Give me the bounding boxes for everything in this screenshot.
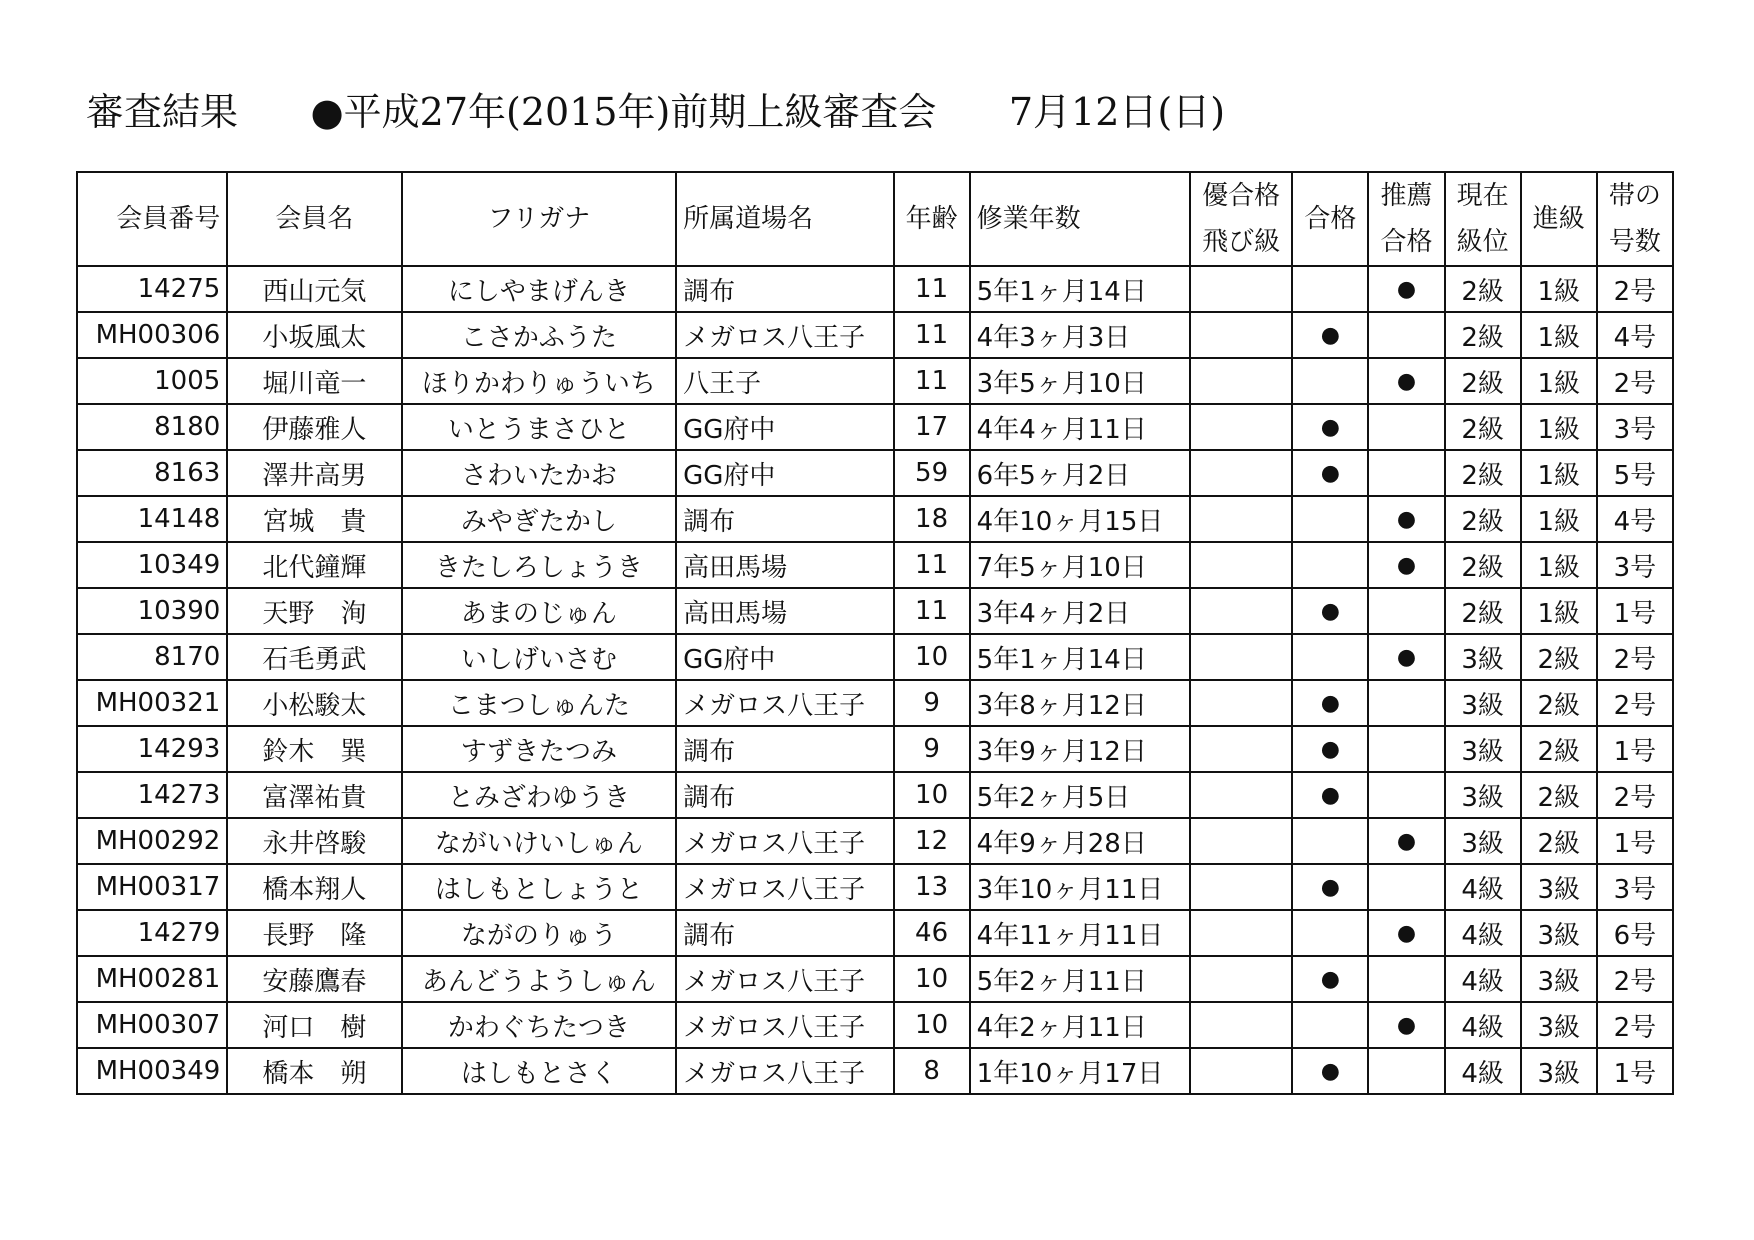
cell-current: 3級 <box>1445 680 1521 726</box>
cell-member-no: MH00306 <box>77 312 227 358</box>
cell-current: 2級 <box>1445 496 1521 542</box>
cell-years: 5年1ヶ月14日 <box>970 634 1190 680</box>
cell-skip <box>1190 818 1292 864</box>
cell-skip <box>1190 404 1292 450</box>
cell-age: 10 <box>894 772 970 818</box>
header-age: 年齢 <box>894 172 970 266</box>
table-row <box>77 312 1673 358</box>
header-rec-line2: 合格 <box>1380 227 1433 257</box>
cell-furigana: いとうまさひと <box>402 404 677 450</box>
cell-name: 長野 隆 <box>227 910 401 956</box>
cell-promote: 2級 <box>1521 634 1597 680</box>
cell-pass: ● <box>1292 404 1368 450</box>
cell-current: 2級 <box>1445 542 1521 588</box>
cell-current: 4級 <box>1445 1048 1521 1094</box>
table-row <box>77 588 1673 634</box>
cell-furigana: はしもとさく <box>402 1048 677 1094</box>
cell-member-no: MH00292 <box>77 818 227 864</box>
cell-member-no: 10349 <box>77 542 227 588</box>
table-row <box>77 726 1673 772</box>
cell-promote: 3級 <box>1521 910 1597 956</box>
table-row <box>77 818 1673 864</box>
cell-years: 4年11ヶ月11日 <box>970 910 1190 956</box>
cell-dojo: 調布 <box>676 726 893 772</box>
cell-promote: 2級 <box>1521 818 1597 864</box>
cell-promote: 1級 <box>1521 588 1597 634</box>
cell-belt: 4号 <box>1597 312 1673 358</box>
cell-promote: 1級 <box>1521 358 1597 404</box>
cell-age: 13 <box>894 864 970 910</box>
cell-promote: 1級 <box>1521 450 1597 496</box>
cell-skip <box>1190 726 1292 772</box>
cell-rec <box>1368 312 1444 358</box>
cell-rec: ● <box>1368 634 1444 680</box>
cell-dojo: 調布 <box>676 266 893 312</box>
cell-furigana: はしもとしょうと <box>402 864 677 910</box>
table-row <box>77 1048 1673 1094</box>
cell-name: 西山元気 <box>227 266 401 312</box>
table-row <box>77 864 1673 910</box>
cell-age: 10 <box>894 1002 970 1048</box>
cell-current: 3級 <box>1445 818 1521 864</box>
cell-belt: 2号 <box>1597 634 1673 680</box>
cell-age: 11 <box>894 312 970 358</box>
cell-years: 4年2ヶ月11日 <box>970 1002 1190 1048</box>
cell-years: 5年2ヶ月11日 <box>970 956 1190 1002</box>
cell-rec: ● <box>1368 1002 1444 1048</box>
cell-rec <box>1368 772 1444 818</box>
header-skip <box>1190 172 1292 266</box>
cell-pass: ● <box>1292 864 1368 910</box>
cell-member-no: 14148 <box>77 496 227 542</box>
cell-name: 伊藤雅人 <box>227 404 401 450</box>
cell-pass <box>1292 910 1368 956</box>
table-row <box>77 772 1673 818</box>
cell-years: 4年9ヶ月28日 <box>970 818 1190 864</box>
cell-pass: ● <box>1292 680 1368 726</box>
table-row <box>77 450 1673 496</box>
cell-current: 3級 <box>1445 634 1521 680</box>
cell-dojo: メガロス八王子 <box>676 1002 893 1048</box>
cell-furigana: こまつしゅんた <box>402 680 677 726</box>
cell-member-no: 1005 <box>77 358 227 404</box>
table-row <box>77 634 1673 680</box>
cell-skip <box>1190 312 1292 358</box>
cell-skip <box>1190 1002 1292 1048</box>
cell-name: 小松駿太 <box>227 680 401 726</box>
cell-rec: ● <box>1368 542 1444 588</box>
cell-age: 11 <box>894 266 970 312</box>
cell-name: 富澤祐貴 <box>227 772 401 818</box>
cell-years: 4年3ヶ月3日 <box>970 312 1190 358</box>
cell-skip <box>1190 266 1292 312</box>
cell-member-no: MH00307 <box>77 1002 227 1048</box>
cell-promote: 3級 <box>1521 1002 1597 1048</box>
header-name: 会員名 <box>227 172 401 266</box>
cell-dojo: 調布 <box>676 910 893 956</box>
cell-furigana: とみざわゆうき <box>402 772 677 818</box>
cell-furigana: きたしろしょうき <box>402 542 677 588</box>
cell-skip <box>1190 864 1292 910</box>
cell-belt: 2号 <box>1597 956 1673 1002</box>
header-belt <box>1597 172 1673 266</box>
cell-pass <box>1292 818 1368 864</box>
cell-belt: 6号 <box>1597 910 1673 956</box>
cell-age: 59 <box>894 450 970 496</box>
cell-belt: 3号 <box>1597 404 1673 450</box>
cell-rec <box>1368 726 1444 772</box>
cell-pass <box>1292 542 1368 588</box>
cell-years: 6年5ヶ月2日 <box>970 450 1190 496</box>
cell-age: 11 <box>894 542 970 588</box>
cell-current: 2級 <box>1445 358 1521 404</box>
cell-member-no: 8180 <box>77 404 227 450</box>
header-member-no: 会員番号 <box>77 172 227 266</box>
header-promote: 進級 <box>1521 172 1597 266</box>
table-header <box>77 172 1673 266</box>
cell-member-no: MH00349 <box>77 1048 227 1094</box>
cell-promote: 3級 <box>1521 956 1597 1002</box>
header-current <box>1445 172 1521 266</box>
cell-dojo: メガロス八王子 <box>676 1048 893 1094</box>
cell-pass: ● <box>1292 450 1368 496</box>
results-table <box>76 171 1674 1095</box>
cell-furigana: いしげいさむ <box>402 634 677 680</box>
cell-furigana: すずきたつみ <box>402 726 677 772</box>
cell-skip <box>1190 1048 1292 1094</box>
cell-member-no: 14273 <box>77 772 227 818</box>
table-row <box>77 680 1673 726</box>
cell-belt: 3号 <box>1597 542 1673 588</box>
cell-member-no: MH00281 <box>77 956 227 1002</box>
cell-rec: ● <box>1368 818 1444 864</box>
header-belt-line2: 号数 <box>1608 227 1661 257</box>
cell-rec <box>1368 1048 1444 1094</box>
cell-current: 4級 <box>1445 1002 1521 1048</box>
cell-pass: ● <box>1292 312 1368 358</box>
cell-member-no: MH00321 <box>77 680 227 726</box>
cell-years: 1年10ヶ月17日 <box>970 1048 1190 1094</box>
cell-dojo: 調布 <box>676 772 893 818</box>
cell-promote: 2級 <box>1521 726 1597 772</box>
header-dojo: 所属道場名 <box>676 172 893 266</box>
cell-member-no: 14275 <box>77 266 227 312</box>
cell-skip <box>1190 588 1292 634</box>
cell-belt: 2号 <box>1597 1002 1673 1048</box>
cell-dojo: 高田馬場 <box>676 588 893 634</box>
cell-rec: ● <box>1368 266 1444 312</box>
cell-furigana: にしやまげんき <box>402 266 677 312</box>
header-skip-line2: 飛び級 <box>1202 227 1281 257</box>
cell-rec: ● <box>1368 910 1444 956</box>
cell-age: 17 <box>894 404 970 450</box>
cell-promote: 2級 <box>1521 772 1597 818</box>
cell-promote: 1級 <box>1521 496 1597 542</box>
cell-pass <box>1292 266 1368 312</box>
cell-pass: ● <box>1292 956 1368 1002</box>
cell-belt: 1号 <box>1597 726 1673 772</box>
cell-years: 5年2ヶ月5日 <box>970 772 1190 818</box>
cell-furigana: ほりかわりゅういち <box>402 358 677 404</box>
cell-current: 2級 <box>1445 266 1521 312</box>
table-row <box>77 1002 1673 1048</box>
header-furigana: フリガナ <box>402 172 677 266</box>
cell-skip <box>1190 496 1292 542</box>
cell-name: 北代鐘輝 <box>227 542 401 588</box>
cell-member-no: 10390 <box>77 588 227 634</box>
cell-age: 8 <box>894 1048 970 1094</box>
cell-age: 9 <box>894 726 970 772</box>
cell-furigana: かわぐちたつき <box>402 1002 677 1048</box>
cell-belt: 2号 <box>1597 358 1673 404</box>
table-row <box>77 496 1673 542</box>
cell-rec: ● <box>1368 358 1444 404</box>
header-years: 修業年数 <box>970 172 1190 266</box>
cell-furigana: さわいたかお <box>402 450 677 496</box>
cell-name: 宮城 貴 <box>227 496 401 542</box>
cell-skip <box>1190 450 1292 496</box>
cell-pass: ● <box>1292 726 1368 772</box>
cell-rec <box>1368 588 1444 634</box>
cell-dojo: 高田馬場 <box>676 542 893 588</box>
cell-years: 3年4ヶ月2日 <box>970 588 1190 634</box>
cell-name: 河口 樹 <box>227 1002 401 1048</box>
cell-age: 10 <box>894 956 970 1002</box>
cell-belt: 1号 <box>1597 818 1673 864</box>
cell-age: 11 <box>894 588 970 634</box>
cell-dojo: GG府中 <box>676 404 893 450</box>
cell-dojo: GG府中 <box>676 634 893 680</box>
cell-pass: ● <box>1292 1048 1368 1094</box>
cell-years: 3年9ヶ月12日 <box>970 726 1190 772</box>
cell-promote: 1級 <box>1521 312 1597 358</box>
title-label: 審査結果 <box>86 90 239 134</box>
cell-dojo: メガロス八王子 <box>676 864 893 910</box>
cell-current: 3級 <box>1445 772 1521 818</box>
cell-age: 18 <box>894 496 970 542</box>
header-current-line1: 現在 <box>1456 181 1509 211</box>
header-current-line2: 級位 <box>1456 227 1509 257</box>
cell-furigana: ながいけいしゅん <box>402 818 677 864</box>
cell-skip <box>1190 542 1292 588</box>
page-title <box>86 88 1225 136</box>
cell-age: 46 <box>894 910 970 956</box>
cell-furigana: こさかふうた <box>402 312 677 358</box>
cell-dojo: メガロス八王子 <box>676 312 893 358</box>
cell-name: 安藤鷹春 <box>227 956 401 1002</box>
cell-member-no: 8163 <box>77 450 227 496</box>
cell-member-no: 8170 <box>77 634 227 680</box>
cell-belt: 4号 <box>1597 496 1673 542</box>
cell-member-no: 14279 <box>77 910 227 956</box>
cell-pass: ● <box>1292 772 1368 818</box>
cell-name: 橋本 朔 <box>227 1048 401 1094</box>
cell-name: 天野 洵 <box>227 588 401 634</box>
header-row <box>77 172 1673 266</box>
cell-years: 4年4ヶ月11日 <box>970 404 1190 450</box>
cell-current: 4級 <box>1445 956 1521 1002</box>
table-row <box>77 910 1673 956</box>
cell-name: 澤井高男 <box>227 450 401 496</box>
cell-current: 3級 <box>1445 726 1521 772</box>
event-name: ●平成27年(2015年)前期上級審査会 <box>310 90 937 134</box>
cell-promote: 2級 <box>1521 680 1597 726</box>
cell-furigana: ながのりゅう <box>402 910 677 956</box>
cell-pass <box>1292 1002 1368 1048</box>
cell-current: 2級 <box>1445 450 1521 496</box>
event-date: 7月12日(日) <box>1008 90 1226 134</box>
cell-years: 3年5ヶ月10日 <box>970 358 1190 404</box>
cell-years: 7年5ヶ月10日 <box>970 542 1190 588</box>
table-row <box>77 266 1673 312</box>
cell-years: 4年10ヶ月15日 <box>970 496 1190 542</box>
cell-name: 石毛勇武 <box>227 634 401 680</box>
cell-current: 2級 <box>1445 312 1521 358</box>
cell-current: 4級 <box>1445 864 1521 910</box>
cell-pass <box>1292 634 1368 680</box>
cell-skip <box>1190 634 1292 680</box>
table-row <box>77 956 1673 1002</box>
cell-name: 永井啓駿 <box>227 818 401 864</box>
cell-rec: ● <box>1368 496 1444 542</box>
cell-belt: 2号 <box>1597 772 1673 818</box>
cell-current: 2級 <box>1445 404 1521 450</box>
cell-age: 9 <box>894 680 970 726</box>
header-skip-line1: 優合格 <box>1202 181 1281 211</box>
cell-years: 3年8ヶ月12日 <box>970 680 1190 726</box>
cell-belt: 2号 <box>1597 266 1673 312</box>
cell-skip <box>1190 910 1292 956</box>
header-rec-line1: 推薦 <box>1380 181 1433 211</box>
table-row <box>77 542 1673 588</box>
cell-name: 堀川竜一 <box>227 358 401 404</box>
cell-current: 2級 <box>1445 588 1521 634</box>
cell-promote: 1級 <box>1521 404 1597 450</box>
cell-promote: 1級 <box>1521 266 1597 312</box>
cell-rec <box>1368 864 1444 910</box>
cell-rec <box>1368 450 1444 496</box>
cell-furigana: あんどうようしゅん <box>402 956 677 1002</box>
cell-rec <box>1368 956 1444 1002</box>
cell-dojo: 八王子 <box>676 358 893 404</box>
cell-years: 5年1ヶ月14日 <box>970 266 1190 312</box>
cell-name: 橋本翔人 <box>227 864 401 910</box>
cell-pass <box>1292 358 1368 404</box>
cell-belt: 2号 <box>1597 680 1673 726</box>
cell-belt: 5号 <box>1597 450 1673 496</box>
cell-current: 4級 <box>1445 910 1521 956</box>
cell-pass: ● <box>1292 588 1368 634</box>
header-pass: 合格 <box>1292 172 1368 266</box>
cell-dojo: 調布 <box>676 496 893 542</box>
cell-dojo: GG府中 <box>676 450 893 496</box>
cell-age: 11 <box>894 358 970 404</box>
cell-rec <box>1368 680 1444 726</box>
cell-skip <box>1190 358 1292 404</box>
cell-pass <box>1292 496 1368 542</box>
cell-dojo: メガロス八王子 <box>676 956 893 1002</box>
cell-skip <box>1190 680 1292 726</box>
cell-dojo: メガロス八王子 <box>676 818 893 864</box>
cell-member-no: MH00317 <box>77 864 227 910</box>
cell-name: 小坂風太 <box>227 312 401 358</box>
cell-age: 10 <box>894 634 970 680</box>
cell-skip <box>1190 772 1292 818</box>
table-row <box>77 358 1673 404</box>
cell-skip <box>1190 956 1292 1002</box>
cell-name: 鈴木 巽 <box>227 726 401 772</box>
cell-rec <box>1368 404 1444 450</box>
cell-age: 12 <box>894 818 970 864</box>
cell-promote: 1級 <box>1521 542 1597 588</box>
header-belt-line1: 帯の <box>1608 181 1661 211</box>
header-rec <box>1368 172 1444 266</box>
cell-promote: 3級 <box>1521 864 1597 910</box>
cell-dojo: メガロス八王子 <box>676 680 893 726</box>
cell-member-no: 14293 <box>77 726 227 772</box>
table-body <box>77 266 1673 1094</box>
cell-promote: 3級 <box>1521 1048 1597 1094</box>
cell-belt: 1号 <box>1597 588 1673 634</box>
cell-furigana: あまのじゅん <box>402 588 677 634</box>
cell-furigana: みやぎたかし <box>402 496 677 542</box>
cell-belt: 1号 <box>1597 1048 1673 1094</box>
table-row <box>77 404 1673 450</box>
cell-belt: 3号 <box>1597 864 1673 910</box>
cell-years: 3年10ヶ月11日 <box>970 864 1190 910</box>
